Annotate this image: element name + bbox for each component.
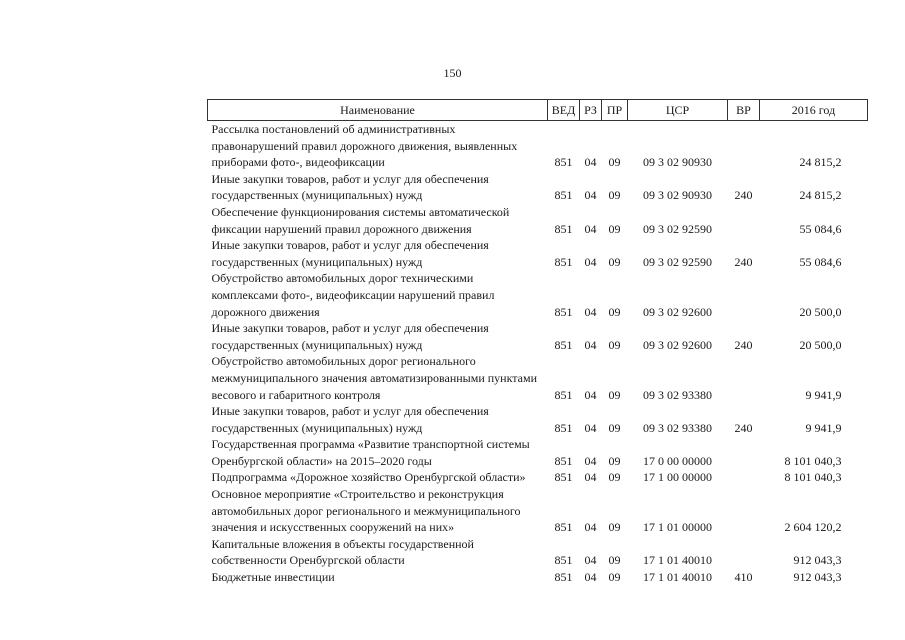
row-amount: 8 101 040,3	[784, 470, 842, 485]
row-pr: 09	[608, 254, 621, 269]
row-ved: 851	[554, 570, 573, 585]
row-vr: 240	[734, 188, 753, 203]
row-pr: 09	[608, 420, 621, 435]
row-vr	[728, 536, 760, 569]
row-name: Бюджетные инвестиции	[211, 570, 335, 585]
row-rz: 04	[584, 188, 597, 203]
row-vr: 240	[734, 420, 753, 435]
row-amount: 8 101 040,3	[784, 453, 842, 468]
row-name: Основное мероприятие «Строительство и реконструкция автомобильных дорог регионального и межмуниципального значения и искусственных сооружений на них»	[211, 487, 521, 535]
row-amount: 55 084,6	[799, 254, 842, 269]
row-name: Обустройство автомобильных дорог техническими комплексами фото-, видеофиксации нарушений правил дорожного движения	[211, 271, 495, 319]
header-pr: ПР	[602, 100, 628, 121]
row-pr: 09	[608, 337, 621, 352]
row-amount: 24 815,2	[799, 188, 842, 203]
row-vr	[728, 486, 760, 536]
header-year: 2016 год	[760, 100, 868, 121]
row-csr: 09 3 02 93380	[643, 420, 712, 435]
table-row	[208, 486, 868, 536]
table-row	[208, 237, 868, 270]
row-ved: 851	[554, 470, 573, 485]
row-name: Иные закупки товаров, работ и услуг для обеспечения государственных (муниципальных) нужд	[211, 321, 489, 352]
row-ved: 851	[554, 304, 573, 319]
row-pr: 09	[608, 304, 621, 319]
table-row	[208, 204, 868, 237]
row-name: Обеспечение функционирования системы автоматической фиксации нарушений правил дорожного движения	[211, 204, 510, 236]
row-name: Иные закупки товаров, работ и услуг для обеспечения государственных (муниципальных) нужд	[211, 171, 489, 203]
row-name: Иные закупки товаров, работ и услуг для обеспечения государственных (муниципальных) нужд	[211, 404, 489, 435]
row-ved: 851	[554, 337, 573, 352]
row-amount: 9 941,9	[805, 387, 842, 402]
row-pr: 09	[608, 453, 621, 468]
table-row	[208, 569, 868, 586]
row-name: Капитальные вложения в объекты государственной собственности Оренбургской области	[211, 536, 474, 568]
row-csr: 09 3 02 93380	[643, 387, 712, 402]
row-vr	[728, 121, 760, 171]
row-amount: 24 815,2	[799, 155, 842, 170]
row-amount: 20 500,0	[799, 304, 842, 319]
row-ved: 851	[554, 453, 573, 468]
row-amount: 9 941,9	[805, 420, 842, 435]
row-csr: 17 1 01 40010	[643, 553, 712, 568]
row-pr: 09	[608, 520, 621, 535]
table-body	[208, 121, 868, 586]
row-pr: 09	[608, 553, 621, 568]
row-vr	[728, 204, 760, 237]
row-csr: 17 1 00 00000	[643, 470, 712, 485]
row-rz: 04	[584, 570, 597, 585]
row-vr: 240	[734, 254, 753, 269]
row-csr: 17 1 01 00000	[643, 520, 712, 535]
row-csr: 09 3 02 92600	[643, 337, 712, 352]
row-ved: 851	[554, 188, 573, 203]
row-amount: 55 084,6	[799, 221, 842, 236]
table-row	[208, 320, 868, 353]
row-csr: 09 3 02 90930	[643, 155, 712, 170]
row-ved: 851	[554, 254, 573, 269]
row-vr	[728, 353, 760, 403]
table-row	[208, 469, 868, 486]
row-rz: 04	[584, 254, 597, 269]
row-rz: 04	[584, 155, 597, 170]
row-csr: 09 3 02 92590	[643, 221, 712, 236]
row-pr: 09	[608, 470, 621, 485]
row-csr: 09 3 02 92600	[643, 304, 712, 319]
row-name: Обустройство автомобильных дорог регионального межмуниципального значения автоматизированными пунктами весового и габаритного контроля	[211, 354, 537, 402]
table-row	[208, 121, 868, 171]
row-csr: 17 0 00 00000	[643, 453, 712, 468]
row-rz: 04	[584, 520, 597, 535]
row-rz: 04	[584, 304, 597, 319]
row-ved: 851	[554, 387, 573, 402]
table-row	[208, 436, 868, 469]
row-pr: 09	[608, 387, 621, 402]
table-row	[208, 353, 868, 403]
budget-table	[207, 99, 868, 586]
table-row	[208, 403, 868, 436]
table-row	[208, 171, 868, 204]
row-rz: 04	[584, 453, 597, 468]
row-rz: 04	[584, 553, 597, 568]
table-row	[208, 270, 868, 320]
row-pr: 09	[608, 188, 621, 203]
header-ved: ВЕД	[548, 100, 580, 121]
row-vr	[728, 469, 760, 486]
row-csr: 17 1 01 40010	[643, 570, 712, 585]
row-amount: 20 500,0	[799, 337, 842, 352]
header-rz: РЗ	[580, 100, 602, 121]
row-ved: 851	[554, 553, 573, 568]
row-vr: 240	[734, 337, 753, 352]
row-ved: 851	[554, 420, 573, 435]
table-header	[208, 100, 868, 121]
row-rz: 04	[584, 337, 597, 352]
row-rz: 04	[584, 221, 597, 236]
table-row	[208, 536, 868, 569]
row-vr	[728, 270, 760, 320]
row-pr: 09	[608, 221, 621, 236]
row-name: Иные закупки товаров, работ и услуг для обеспечения государственных (муниципальных) нужд	[211, 238, 489, 269]
row-vr: 410	[734, 570, 753, 585]
header-vr: ВР	[728, 100, 760, 121]
row-vr	[728, 436, 760, 469]
row-rz: 04	[584, 470, 597, 485]
row-ved: 851	[554, 520, 573, 535]
row-amount: 912 043,3	[793, 553, 842, 568]
row-amount: 912 043,3	[793, 570, 842, 585]
row-name: Подпрограмма «Дорожное хозяйство Оренбургской области»	[211, 470, 526, 485]
row-amount: 2 604 120,2	[784, 520, 842, 535]
row-rz: 04	[584, 387, 597, 402]
header-name: Наименование	[208, 100, 548, 121]
row-ved: 851	[554, 155, 573, 170]
row-csr: 09 3 02 90930	[643, 188, 712, 203]
row-pr: 09	[608, 570, 621, 585]
header-csr: ЦСР	[628, 100, 728, 121]
row-rz: 04	[584, 420, 597, 435]
row-name: Государственная программа «Развитие транспортной системы Оренбургской области» на 2015–2020 годы	[211, 437, 530, 468]
row-csr: 09 3 02 92590	[643, 254, 712, 269]
row-name: Рассылка постановлений об административных правонарушений правил дорожного движения, выявленных приборами фото-, видеофиксации	[211, 122, 518, 170]
row-pr: 09	[608, 155, 621, 170]
page-number: 150	[443, 66, 462, 80]
row-ved: 851	[554, 221, 573, 236]
